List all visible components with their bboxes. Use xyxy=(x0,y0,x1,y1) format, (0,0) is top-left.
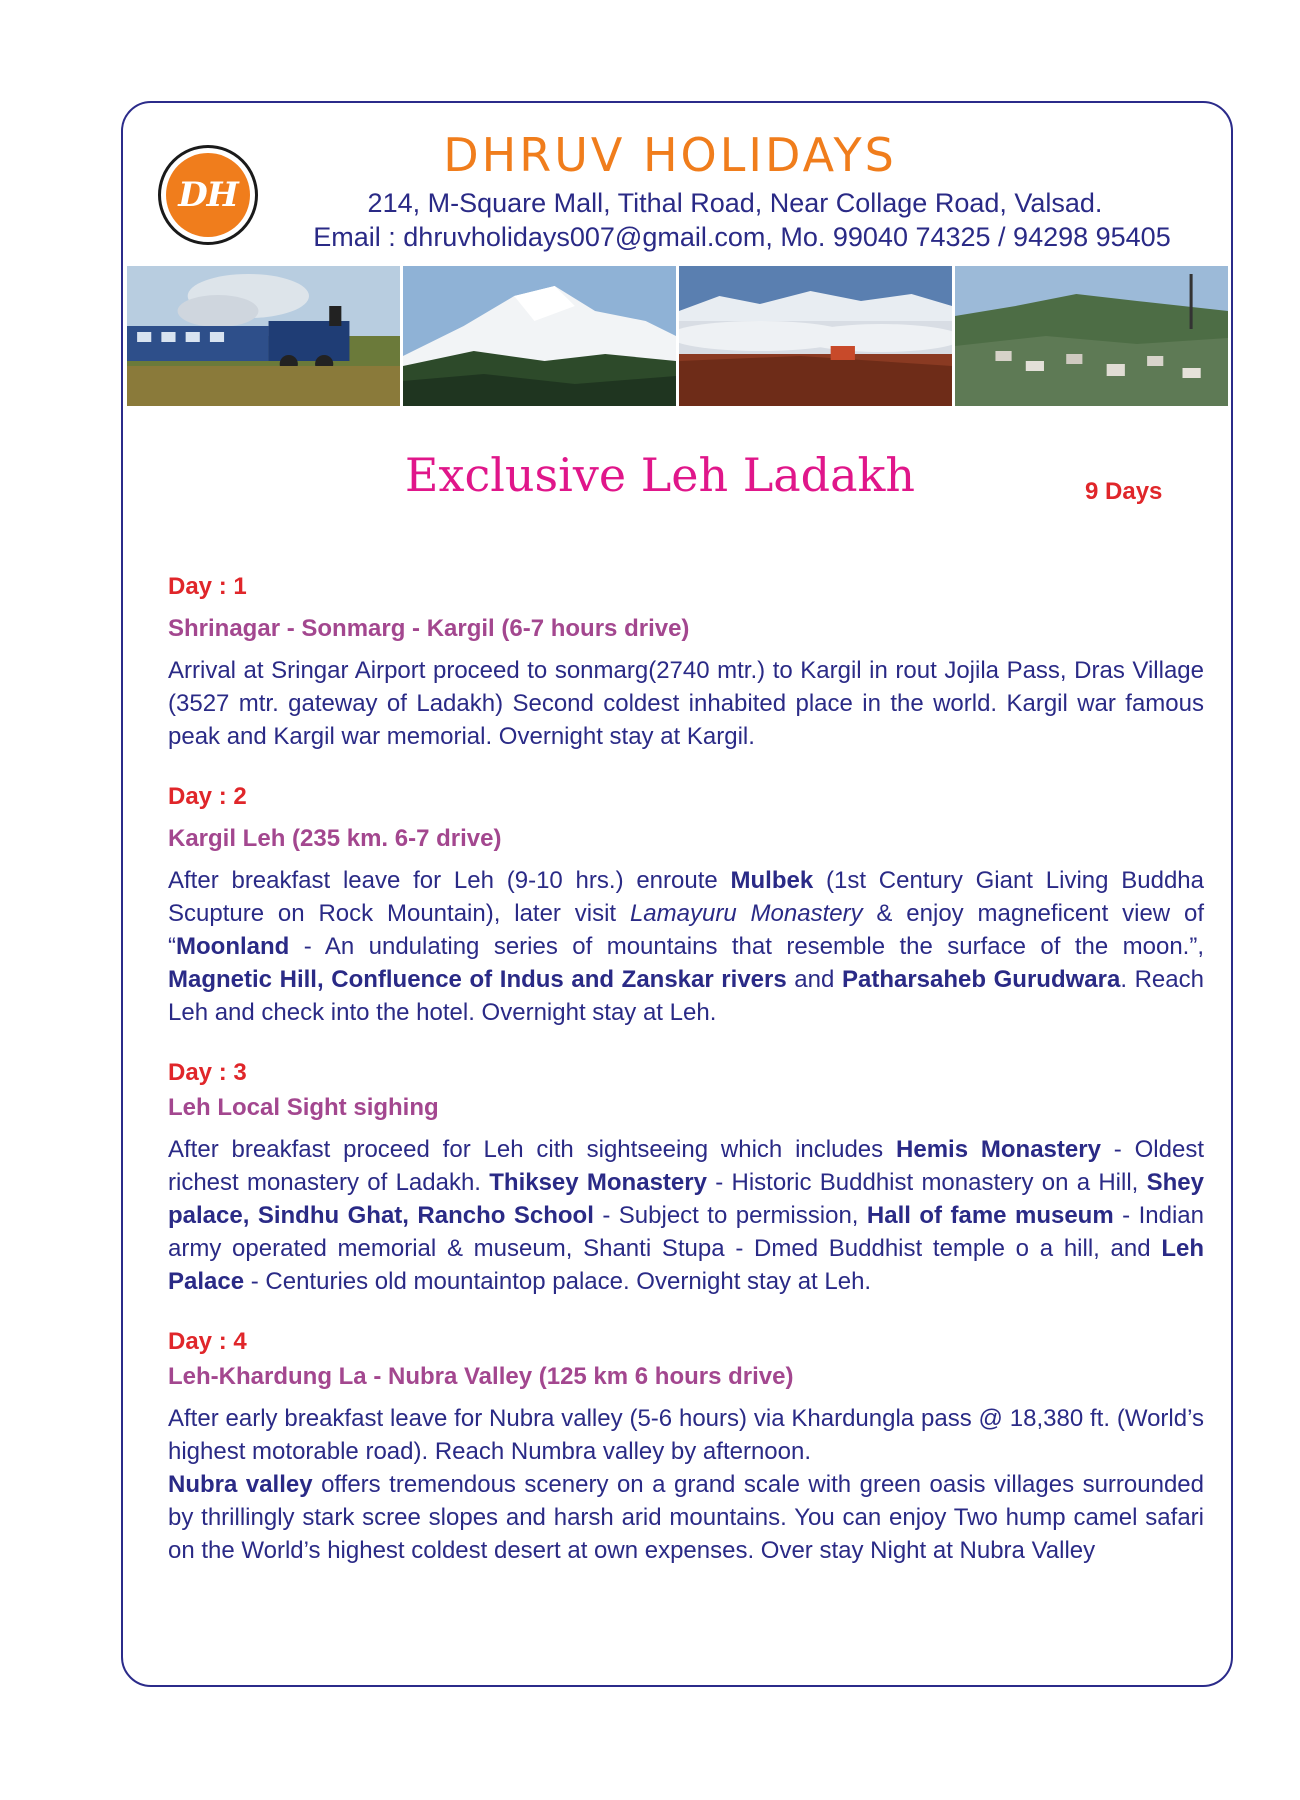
day-route: Shrinagar - Sonmarg - Kargil (6-7 hours drive) xyxy=(168,615,690,642)
body-text: Arrival at Sringar Airport proceed to sonmarg(2740 mtr.) to Kargil in rout Jojila Pass, Dras Village (3527 mtr. gateway of Ladakh) Second coldest inhabited place in the world. Kargil war famous peak and Kargil war memorial. Overnight stay at Kargil. xyxy=(168,657,1204,750)
logo-text: DH xyxy=(166,153,250,237)
body-text: - Historic Buddhist monastery on a Hill, xyxy=(706,1169,1147,1196)
body-text: - Indian army operated memorial & museum, Shanti Stupa - Dmed Buddhist temple o a hill, and xyxy=(168,1202,1204,1262)
day-description xyxy=(168,654,1204,753)
day-description xyxy=(168,1133,1204,1298)
highlight-text: Shey palace, Sindhu Ghat, Rancho School xyxy=(168,1169,1204,1229)
highlight-text: Leh Palace xyxy=(168,1235,1204,1295)
itinerary xyxy=(168,570,1204,1594)
contact-line: Email : dhruvholidays007@gmail.com, Mo. 99040 74325 / 94298 95405 xyxy=(313,222,1171,252)
address: 214, M-Square Mall, Tithal Road, Near Collage Road, Valsad. xyxy=(367,188,1103,218)
day-description xyxy=(168,864,1204,1029)
day-section xyxy=(168,1056,1204,1298)
day-section xyxy=(168,1325,1204,1567)
dh-logo-icon xyxy=(158,145,258,245)
italic-text: Lamayuru Monastery xyxy=(629,900,863,927)
body-text: - An undulating series of mountains that resemble the surface of the moon.”, xyxy=(289,933,1204,960)
train-photo xyxy=(127,266,400,406)
body-text: . Reach Leh and check into the hotel. Overnight stay at Leh. xyxy=(168,966,1204,1026)
body-text: After breakfast proceed for Leh cith sightseeing which includes xyxy=(168,1136,897,1163)
day-label: Day : 1 xyxy=(168,573,247,600)
cloud-mountain-photo xyxy=(679,266,952,406)
body-text: After early breakfast leave for Nubra valley (5-6 hours) via Khardungla pass @ 18,380 ft. (World’s highest motorable road). Reach Numbra valley by afternoon. xyxy=(168,1405,1204,1465)
snow-peak-photo xyxy=(403,266,676,406)
hill-town-photo xyxy=(955,266,1228,406)
highlight-text: Hall of fame museum xyxy=(866,1202,1114,1229)
day-description xyxy=(168,1402,1204,1468)
day-label: Day : 4 xyxy=(168,1328,247,1355)
day-section xyxy=(168,570,1204,753)
highlight-text: Nubra valley xyxy=(168,1471,313,1498)
day-section xyxy=(168,780,1204,1029)
day-route: Leh Local Sight sighing xyxy=(168,1094,439,1121)
body-text: - Centuries old mountaintop palace. Overnight stay at Leh. xyxy=(244,1268,872,1295)
highlight-text: Moonland xyxy=(176,933,290,960)
day-route: Leh-Khardung La - Nubra Valley (125 km 6 hours drive) xyxy=(168,1363,794,1390)
package-title: Exclusive Leh Ladakh xyxy=(404,448,916,502)
day-description xyxy=(168,1468,1204,1567)
day-label: Day : 2 xyxy=(168,783,247,810)
body-text: (1st Century Giant Living Buddha Scupture on Rock Mountain), later visit xyxy=(168,867,1204,927)
highlight-text: Magnetic Hill, Confluence of Indus and Zanskar rivers xyxy=(168,966,787,993)
highlight-text: Hemis Monastery xyxy=(896,1136,1101,1163)
package-duration: 9 Days xyxy=(1085,478,1163,505)
day-route: Kargil Leh (235 km. 6-7 drive) xyxy=(168,825,502,852)
body-text: - Oldest richest monastery of Ladakh. xyxy=(168,1136,1204,1196)
body-text: - Subject to permission, xyxy=(593,1202,867,1229)
body-text: After breakfast leave for Leh (9-10 hrs.) enroute xyxy=(168,867,731,894)
brand-name: DHRUV HOLIDAYS xyxy=(443,128,897,182)
body-text: & enjoy magneficent view of “ xyxy=(168,900,1204,960)
highlight-text: Thiksey Monastery xyxy=(489,1169,707,1196)
highlight-text: Mulbek xyxy=(730,867,814,894)
body-text: offers tremendous scenery on a grand scale with green oasis villages surrounded by thrillingly stark scree slopes and harsh arid mountains. You can enjoy Two hump camel safari on the World’s highest coldest desert at own expenses. Over stay Night at Nubra Valley xyxy=(168,1471,1204,1564)
photo-strip xyxy=(127,266,1228,406)
day-label: Day : 3 xyxy=(168,1059,247,1086)
highlight-text: Patharsaheb Gurudwara xyxy=(841,966,1121,993)
body-text: and xyxy=(786,966,842,993)
